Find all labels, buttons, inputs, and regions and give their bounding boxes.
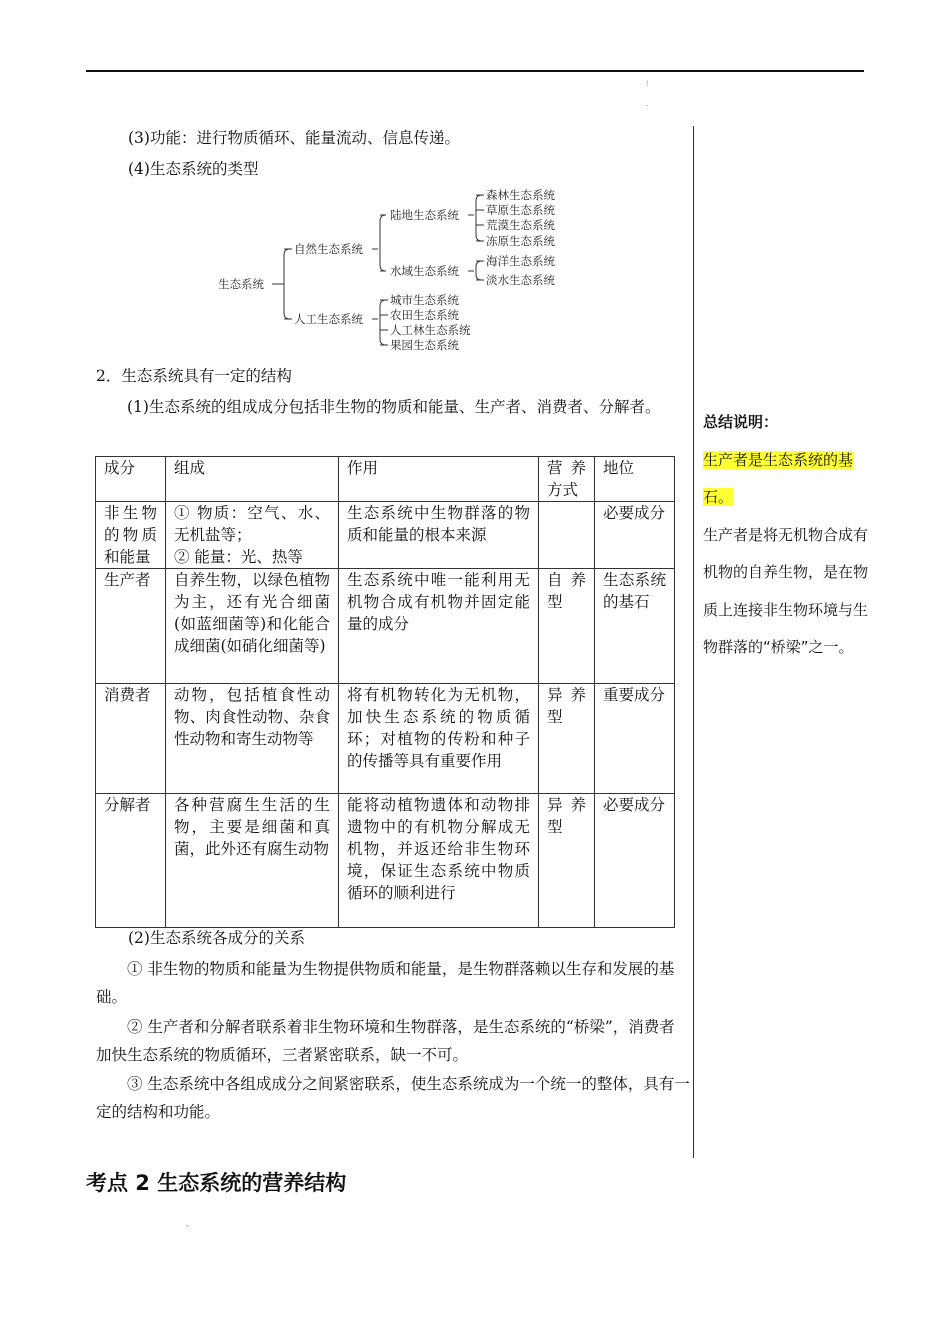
- sidebar-title: 总结说明：: [703, 413, 779, 431]
- components-intro: (1)生态系统的组成成分包括非生物的物质和能量、生产者、消费者、分解者。: [127, 398, 661, 416]
- sidebar-divider: [693, 126, 694, 1158]
- cell-role: 生态系统中生物群落的物质和能量的根本来源: [339, 502, 539, 569]
- tree-land-child: 荒漠生态系统: [486, 218, 555, 232]
- cell-composition: 各种营腐生生活的生物，主要是细菌和真菌，此外还有腐生动物: [166, 794, 339, 928]
- tree-artificial: 人工生态系统: [294, 312, 363, 326]
- cell-composition: 动物，包括植食性动物、肉食性动物、杂食性动物和寄生动物等: [166, 684, 339, 794]
- cell-nutrition: [539, 502, 595, 569]
- sidebar-text: 生产者是将无机物合成有机物的自养生物，是在物质上连接非生物环境与生物群落的“桥梁”之一。: [703, 525, 869, 656]
- tree-artificial-child: 果园生态系统: [390, 338, 459, 352]
- relations-heading: (2)生态系统各成分的关系: [128, 929, 305, 947]
- cell-role: 将有机物转化为无机物，加快生态系统的物质循环；对植物的传粉和种子的传播等具有重要作用: [339, 684, 539, 794]
- cell-status: 必要成分: [595, 794, 675, 928]
- page-mark: ⁝: [646, 79, 649, 88]
- tree-artificial-child: 人工林生态系统: [390, 323, 471, 337]
- cell-status: 重要成分: [595, 684, 675, 794]
- function-text: (3)功能：进行物质循环、能量流动、信息传递。: [128, 129, 460, 147]
- table-row: [96, 794, 675, 928]
- tree-land-child: 森林生态系统: [486, 188, 555, 202]
- tree-land: 陆地生态系统: [390, 208, 459, 222]
- cell-composition: 自养生物，以绿色植物为主，还有光合细菌(如蓝细菌等)和化能合成细菌(如硝化细菌等): [166, 569, 339, 684]
- next-section-heading: 考点 2 生态系统的营养结构: [86, 1171, 347, 1195]
- table-header: 成分: [96, 457, 166, 502]
- table-header: 营养方式: [539, 457, 595, 502]
- cell-composition: ① 物质：空气、水、无机盐等； ② 能量：光、热等: [166, 502, 339, 569]
- relation-item: ③ 生态系统中各组成成分之间紧密联系，使生态系统成为一个统一的整体，具有一定的结构和功能。: [96, 1075, 690, 1121]
- cell-nutrition: 异养型: [539, 794, 595, 928]
- table-header: 地位: [595, 457, 675, 502]
- sidebar-highlight: 生产者是生态系统的基石。: [703, 450, 854, 506]
- tree-land-child: 冻原生态系统: [486, 234, 555, 248]
- page-mark: .: [646, 99, 649, 108]
- cell-name: 消费者: [96, 684, 166, 794]
- tree-natural: 自然生态系统: [294, 242, 363, 256]
- tree-water-child: 海洋生态系统: [486, 254, 555, 268]
- structure-heading: 2．生态系统具有一定的结构: [96, 367, 292, 385]
- cell-nutrition: 自养型: [539, 569, 595, 684]
- relation-item: ② 生产者和分解者联系着非生物环境和生物群落，是生态系统的“桥梁”，消费者加快生态系统的物质循环，三者紧密联系，缺一不可。: [96, 1018, 675, 1064]
- table-row: [96, 502, 675, 569]
- table-row: [96, 684, 675, 794]
- cell-status: 必要成分: [595, 502, 675, 569]
- cell-nutrition: 异养型: [539, 684, 595, 794]
- page-mark: ,: [186, 1219, 189, 1228]
- cell-name: 非生物的物质和能量: [96, 502, 166, 569]
- cell-role: 能将动植物遗体和动物排遗物中的有机物分解成无机物，并返还给非生物环境，保证生态系统中物质循环的顺利进行: [339, 794, 539, 928]
- tree-artificial-child: 农田生态系统: [390, 308, 459, 322]
- tree-root: 生态系统: [218, 277, 264, 291]
- ecosystem-type-diagram: [210, 183, 590, 358]
- table-row: [96, 569, 675, 684]
- cell-name: 生产者: [96, 569, 166, 684]
- components-table: [95, 456, 675, 928]
- cell-status: 生态系统的基石: [595, 569, 675, 684]
- relation-item: ① 非生物的物质和能量为生物提供物质和能量，是生物群落赖以生存和发展的基础。: [96, 960, 675, 1006]
- cell-role: 生态系统中唯一能利用无机物合成有机物并固定能量的成分: [339, 569, 539, 684]
- sidebar-note: [703, 404, 878, 667]
- table-header: 作用: [339, 457, 539, 502]
- cell-name: 分解者: [96, 794, 166, 928]
- types-heading: (4)生态系统的类型: [128, 160, 259, 178]
- header-rule: [86, 70, 864, 72]
- table-header: 组成: [166, 457, 339, 502]
- tree-water: 水域生态系统: [390, 264, 459, 278]
- tree-land-child: 草原生态系统: [486, 203, 555, 217]
- tree-artificial-child: 城市生态系统: [390, 293, 459, 307]
- tree-water-child: 淡水生态系统: [486, 273, 555, 287]
- table-header-row: [96, 457, 675, 502]
